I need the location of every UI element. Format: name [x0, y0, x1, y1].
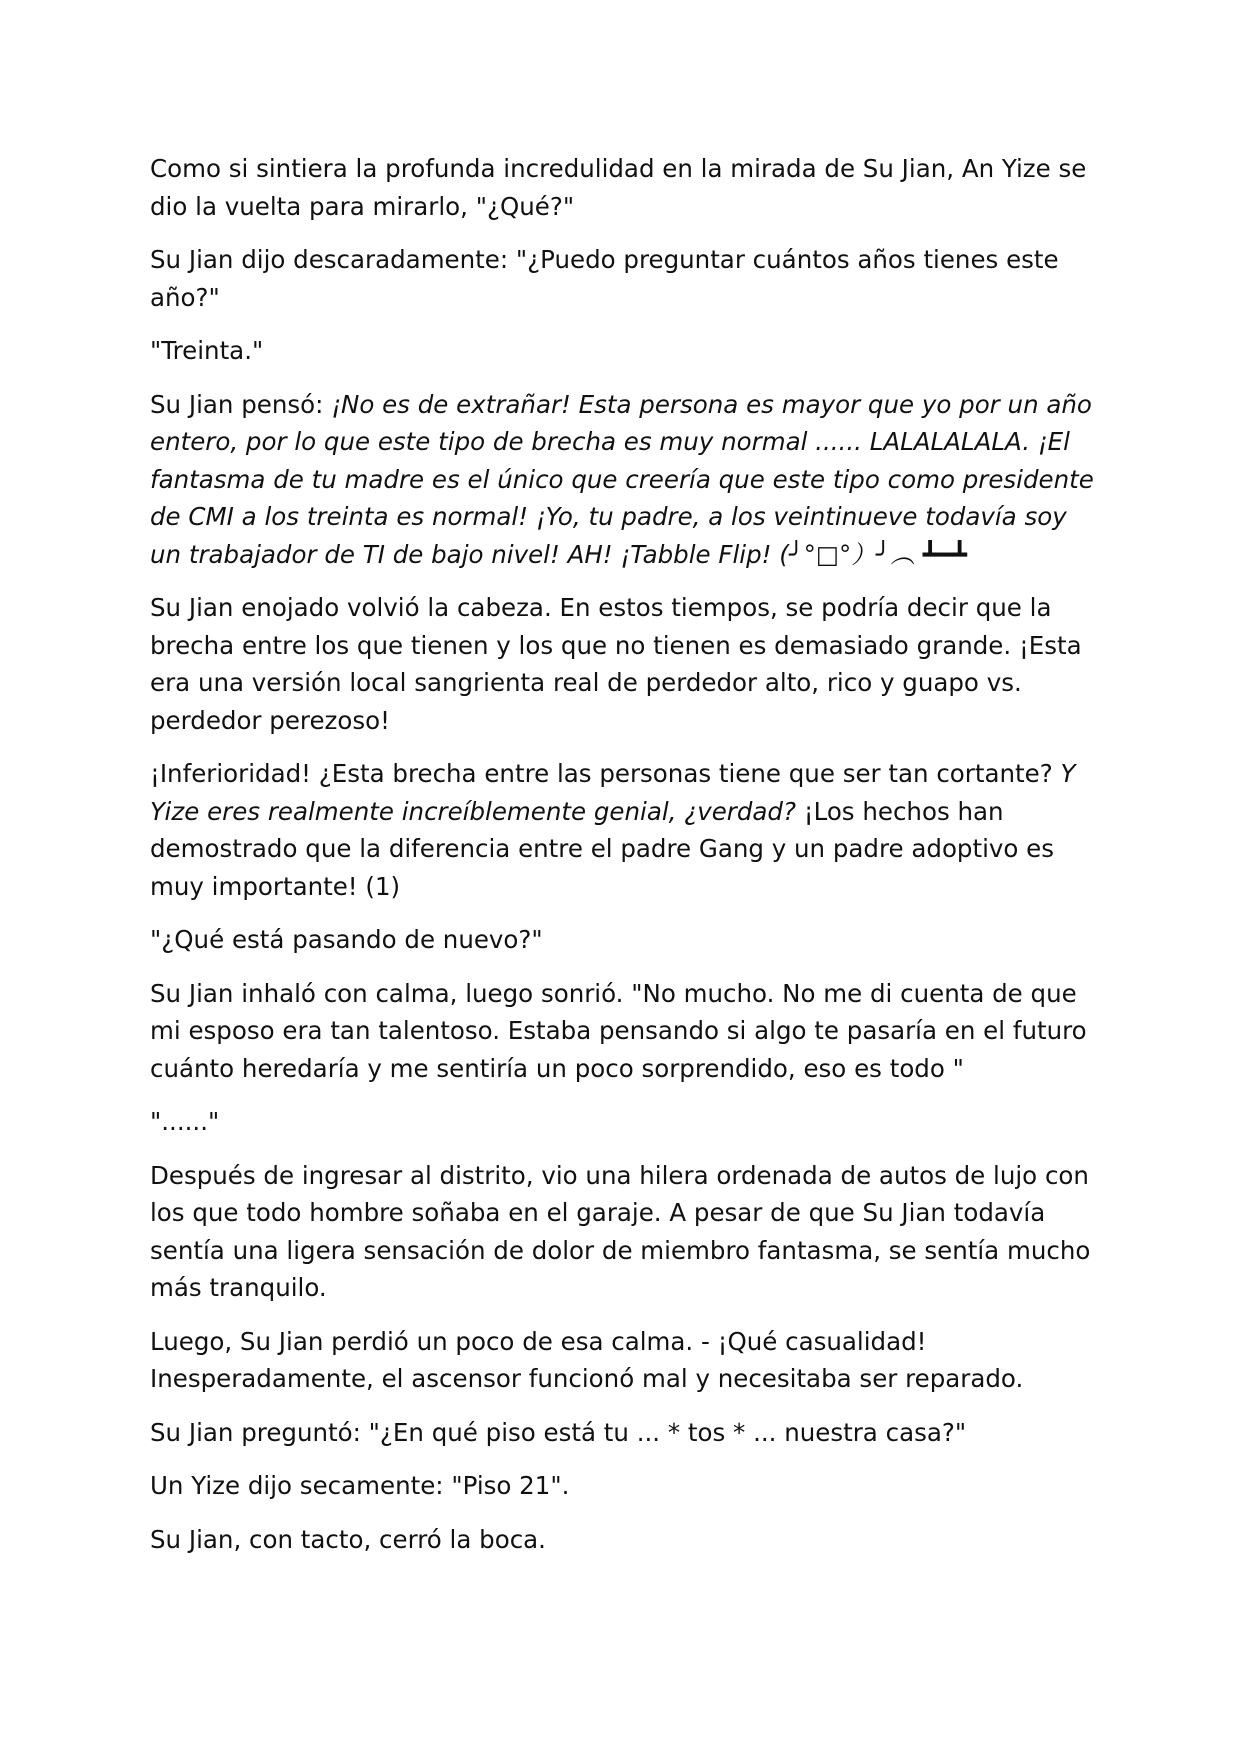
paragraph [150, 975, 1100, 1088]
text-segment: ¡Inferioridad! ¿Esta brecha entre las personas tiene que ser tan cortante? [150, 759, 1061, 788]
paragraph [150, 150, 1100, 225]
paragraph [150, 386, 1100, 574]
text-segment: Un Yize dijo secamente: "Piso 21". [150, 1471, 570, 1500]
paragraph [150, 1467, 1100, 1505]
text-segment: Su Jian pensó: [150, 389, 332, 419]
text-segment: Luego, Su Jian perdió un poco de esa calma. - ¡Qué casualidad! Inesperadamente, el ascensor funcionó mal y necesitaba ser reparado. [150, 1326, 1024, 1393]
italic-text-segment: ¡No es de extrañar! Esta persona es mayor que yo por un año entero, por lo que este tipo de brecha es muy normal ...... LALALALALA. ¡El fantasma de tu madre es el único que creería que este tipo como presidente de CMI a los treinta es normal! ¡Yo, tu padre, a los veintinueve todavía soy un trabajador de TI de bajo nivel! AH! ¡Tabble Flip! (╯°□°）╯︵ ┻━┻ [150, 389, 1094, 569]
document-page [150, 150, 1100, 1574]
text-segment: Después de ingresar al distrito, vio una hilera ordenada de autos de lujo con los que todo hombre soñaba en el garaje. A pesar de que Su Jian todavía sentía una ligera sensación de dolor de miembro fantasma, se sentía mucho más tranquilo. [150, 1160, 1091, 1302]
paragraph [150, 921, 1100, 959]
paragraph [150, 755, 1100, 905]
text-segment: Su Jian preguntó: "¿En qué piso está tu ... * tos * ... nuestra casa?" [150, 1417, 967, 1447]
text-segment: "¿Qué está pasando de nuevo?" [150, 925, 543, 954]
text-segment: Su Jian, con tacto, cerró la boca. [150, 1524, 546, 1554]
text-segment: Como si sintiera la profunda incredulidad en la mirada de Su Jian, An Yize se dio la vuelta para mirarlo, "¿Qué?" [150, 154, 1087, 221]
paragraph [150, 1414, 1100, 1452]
paragraph [150, 1157, 1100, 1307]
paragraph [150, 1521, 1100, 1559]
paragraph [150, 1103, 1100, 1141]
text-segment: Su Jian inhaló con calma, luego sonrió. "No mucho. No me di cuenta de que mi esposo era tan talentoso. Estaba pensando si algo te pasaría en el futuro cuánto heredaría y me sentiría un poco sorprendido, eso es todo " [150, 978, 1087, 1083]
text-segment: "Treinta." [150, 336, 264, 365]
italic-text-segment: Y Yize eres realmente increíblemente genial, ¿verdad? [150, 759, 1076, 826]
paragraph [150, 332, 1100, 370]
text-segment: ¡Los hechos han demostrado que la diferencia entre el padre Gang y un padre adoptivo es muy importante! (1) [150, 796, 1055, 901]
text-segment: "......" [150, 1107, 220, 1136]
text-segment: Su Jian dijo descaradamente: "¿Puedo preguntar cuántos años tienes este año?" [150, 245, 1059, 312]
paragraph [150, 589, 1100, 739]
text-segment: Su Jian enojado volvió la cabeza. En estos tiempos, se podría decir que la brecha entre los que tienen y los que no tienen es demasiado grande. ¡Esta era una versión local sangrienta real de perdedor alto, rico y guapo vs. perdedor perezoso! [150, 593, 1082, 735]
paragraph [150, 241, 1100, 316]
paragraph [150, 1323, 1100, 1398]
